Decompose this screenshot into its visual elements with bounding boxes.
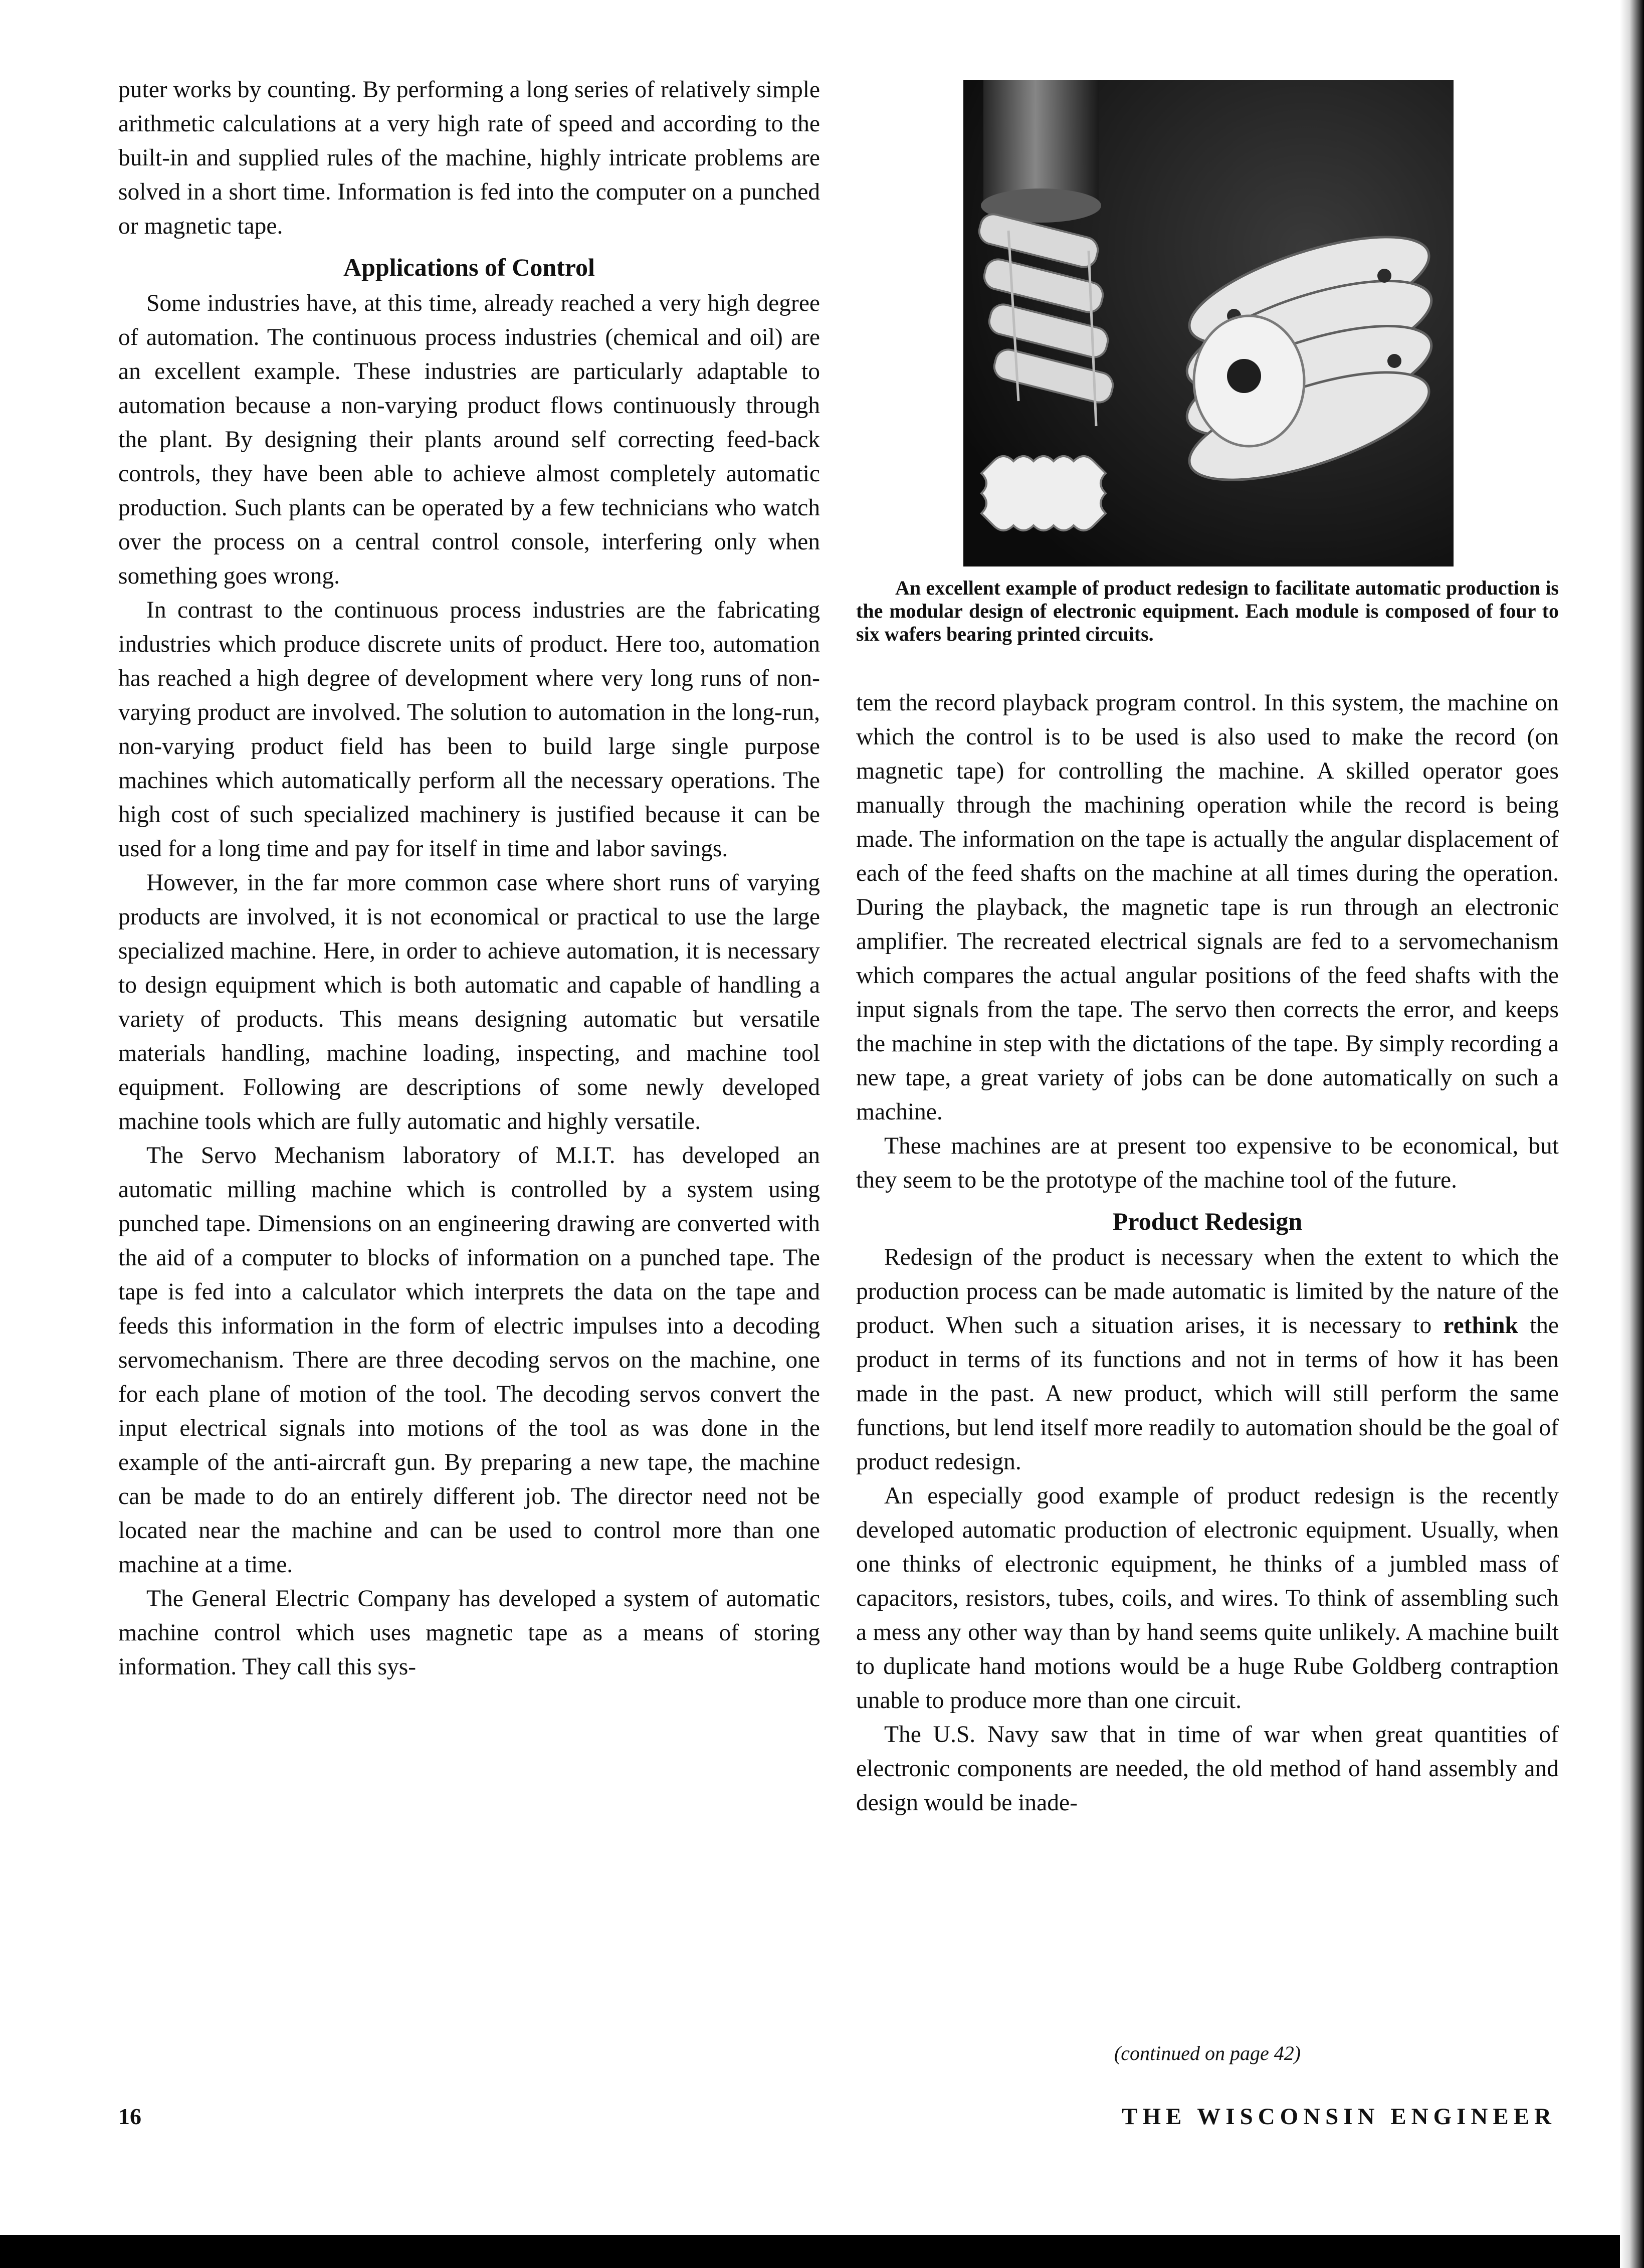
module-photograph bbox=[963, 80, 1454, 566]
paragraph: However, in the far more common case where short runs of varying products are involved, it is not economical or practical to use the large specialized machine. Here, in order to achieve automation, it is necessary to design equipment which is both automatic and capable of handling a variety of products. This means designing automatic but versatile materials handling, machine loading, inspecting, and machine tool equipment. Following are descriptions of some newly developed machine tools which are fully automatic and highly versatile. bbox=[118, 870, 820, 1135]
page-number: 16 bbox=[118, 2104, 141, 2129]
paragraph: The U.S. Navy saw that in time of war when great quantities of electronic components are needed, the old method of hand assembly and design would be inade- bbox=[856, 1722, 1559, 1816]
continued-note: (continued on page 42) bbox=[1114, 2042, 1301, 2064]
scan-border-bottom bbox=[0, 2235, 1644, 2268]
section-heading-applications: Applications of Control bbox=[343, 253, 595, 281]
right-column bbox=[856, 686, 1559, 1820]
paragraph: The Servo Mechanism laboratory of M.I.T. has developed an automatic milling machine which is controlled by a system using punched tape. Dimensions on an engineering drawing are converted with the aid of a computer to blocks of information on a punched tape. The tape is fed into a calculator which interprets the data on the tape and feeds this information in the form of electric impulses into a decoding servomechanism. There are three decoding servos on the machine, one for each plane of motion of the tool. The decoding servos convert the input electrical signals into motions of the tool as was done in the example of the anti-aircraft gun. By preparing a new tape, the machine can be made to do an entirely different job. The director need not be located near the machine and can be used to control more than one machine at a time. bbox=[118, 1143, 820, 1578]
paragraph: These machines are at present too expensive to be economical, but they seem to be the prototype of the machine tool of the future. bbox=[856, 1133, 1559, 1193]
text-run: Redesign of the product is necessary when the extent to which the production process can be made automatic is limited by the nature of the product. When such a situation arises, it is necessary to bbox=[856, 1244, 1559, 1339]
paragraph: puter works by counting. By performing a long series of relatively simple arithmetic calculations at a very high rate of speed and according to the built-in and supplied rules of the machine, highly intricate problems are solved in a short time. Information is fed into the computer on a punched or magnetic tape. bbox=[118, 77, 820, 239]
journal-title: THE WISCONSIN ENGINEER bbox=[1122, 2104, 1556, 2130]
emphasized-word: rethink bbox=[1443, 1312, 1518, 1339]
left-column bbox=[118, 73, 820, 1684]
paragraph: The General Electric Company has developed a system of automatic machine control which uses magnetic tape as a means of storing information. They call this sys- bbox=[118, 1586, 820, 1680]
text-run: the product in terms of its functions and not in terms of how it has been made in the past. A new product, which will still perform the same functions, but lend itself more readily to automation should be the goal of product redesign. bbox=[856, 1312, 1559, 1475]
paragraph: Some industries have, at this time, already reached a very high degree of automation. The continuous process industries (chemical and oil) are an excellent example. These industries are particularly adaptable to automation because a non-varying product flows continuously through the plant. By designing their plants around self correcting feed-back controls, they have been able to achieve almost completely automatic production. Such plants can be operated by a few technicians who watch over the process on a central control console, interfering only when something goes wrong. bbox=[118, 290, 820, 589]
paragraph: An especially good example of product redesign is the recently developed automatic production of electronic equipment. Usually, when one thinks of electronic equipment, he thinks of a jumbled mass of capacitors, resistors, tubes, coils, and wires. To think of assembling such a mess any other way than by hand seems quite unlikely. A machine built to duplicate hand motions would be a huge Rube Goldberg contraption unable to produce more than one circuit. bbox=[856, 1483, 1559, 1714]
paragraph: tem the record playback program control. In this system, the machine on which the control is to be used is also used to make the record (on magnetic tape) for controlling the machine. A skilled operator goes manually through the machining operation while the record is being made. The information on the tape is actually the angular displacement of each of the feed shafts on the machine at all times during the operation. During the playback, the magnetic tape is run through an electronic amplifier. The recreated electrical signals are fed to a servomechanism which compares the actual angular positions of the feed shafts with the input signals from the tape. The servo then corrects the error, and keeps the machine in step with the dictations of the tape. By simply recording a new tape, a great variety of jobs can be done automatically on such a machine. bbox=[856, 690, 1559, 1125]
paragraph bbox=[856, 1240, 1559, 1479]
figure-caption bbox=[856, 577, 1559, 646]
caption-text: An excellent example of product redesign to facilitate automatic production is the modular design of electronic equipment. Each module is composed of four to six wafers bearing printed circuits. bbox=[856, 577, 1559, 645]
scan-border-right bbox=[1620, 0, 1644, 2268]
paragraph: In contrast to the continuous process industries are the fabricating industries which produce discrete units of product. Here too, automation has reached a high degree of development where very long runs of non-varying product are involved. The solution to automation in the long-run, non-varying product field has been to build large single purpose machines which automatically perform all the necessary operations. The high cost of such specialized machinery is justified because it can be used for a long time and pay for itself in time and labor savings. bbox=[118, 597, 820, 862]
section-heading-product-redesign: Product Redesign bbox=[1112, 1207, 1303, 1235]
